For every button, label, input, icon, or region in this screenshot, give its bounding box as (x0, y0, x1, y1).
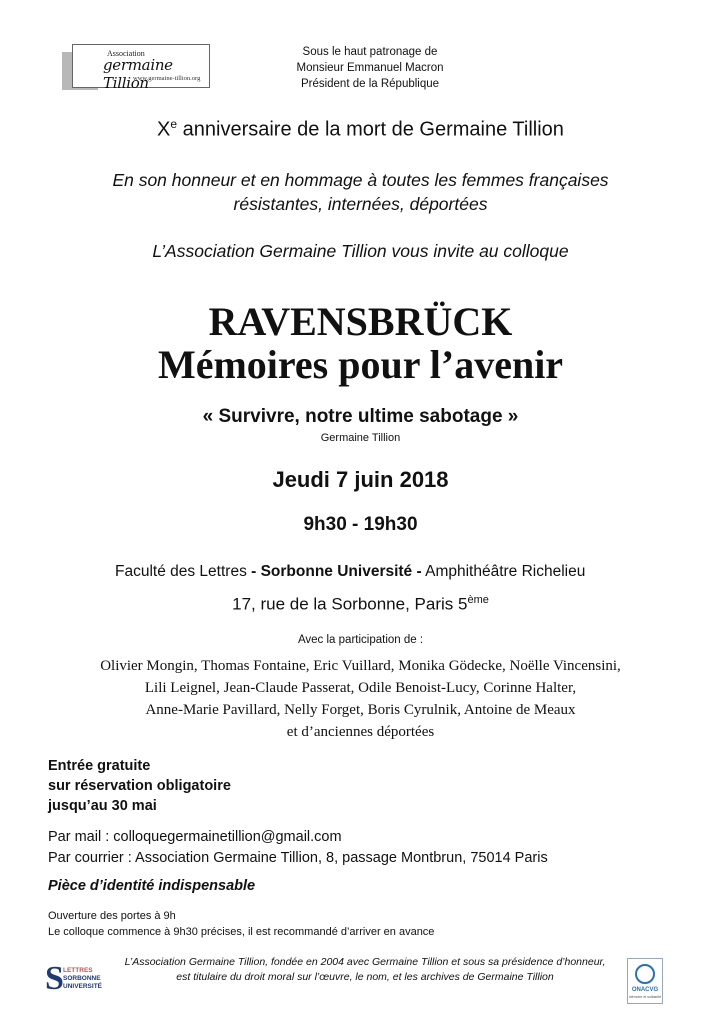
venue-part3: Amphithéâtre Richelieu (421, 563, 586, 580)
venue-part1: Faculté des Lettres (115, 563, 252, 580)
address-sup: ème (467, 594, 489, 606)
entry-info (48, 756, 231, 816)
mail-address[interactable]: colloquegermainetillion@gmail.com (113, 829, 342, 845)
event-date: Jeudi 7 juin 2018 (272, 467, 449, 492)
anniversary-heading (0, 117, 721, 142)
footer-note (105, 955, 625, 985)
contact-mail-line (48, 827, 548, 848)
hommage-line1: En son honneur et en hommage à toutes les femmes françaises (112, 170, 609, 190)
main-title-line2: Mémoires pour l’avenir (157, 342, 564, 387)
onacvg-text: ONACVG (631, 987, 659, 993)
logo-assoc-label: Association (107, 49, 145, 58)
participants-line: et d’anciennes déportées (286, 724, 435, 740)
participation-label: Avec la participation de : (297, 634, 424, 646)
invitation-line: L’Association Germaine Tillion vous invite au colloque (152, 241, 569, 261)
sorbonne-line2: SORBONNE (63, 975, 101, 982)
participants-list (0, 655, 721, 743)
opening-line1: Ouverture des portes à 9h (48, 910, 176, 922)
hommage-block (0, 168, 721, 216)
patronage-line2: Monsieur Emmanuel Macron (296, 62, 444, 74)
participants-line: Lili Leignel, Jean-Claude Passerat, Odile Benoist-Lucy, Corinne Halter, (144, 680, 577, 696)
patronage-line3: Président de la République (300, 78, 440, 90)
sorbonne-s-icon: S (45, 960, 64, 997)
hommage-line2: résistantes, internées, déportées (233, 194, 488, 214)
mail-label: Par mail : (48, 829, 114, 845)
event-hours: 9h30 - 19h30 (303, 514, 418, 535)
participants-line: Olivier Mongin, Thomas Fontaine, Eric Vuillard, Monika Gödecke, Noëlle Vincensini, (100, 658, 621, 674)
footer-line1: L’Association Germaine Tillion, fondée en 2004 avec Germaine Tillion et sous sa présidence d’honneur, (124, 956, 606, 968)
onacvg-logo (627, 958, 663, 1004)
participants-line: Anne-Marie Pavillard, Nelly Forget, Boris Cyrulnik, Antoine de Meaux (145, 702, 576, 718)
logo-signature: germaine Tillion (103, 56, 173, 92)
id-required-note: Pièce d’identité indispensable (48, 878, 256, 894)
heading-rest: anniversaire de la mort de Germaine Tillion (177, 118, 564, 141)
venue-university: - Sorbonne Université - (251, 563, 422, 580)
heading-sup: e (170, 117, 178, 131)
sorbonne-line3: UNIVERSITÉ (63, 983, 103, 990)
heading-prefix: X (157, 118, 171, 141)
patronage-block (220, 44, 520, 92)
quote-text: « Survivre, notre ultime sabotage » (202, 406, 519, 427)
association-logo (62, 44, 210, 90)
main-title-line1: RAVENSBRÜCK (208, 299, 513, 344)
logo-url: www.germaine-tillion.org (133, 75, 201, 82)
logo-frame (72, 44, 210, 92)
sorbonne-line1: LETTRES (63, 967, 93, 974)
patronage-line1: Sous le haut patronage de (302, 46, 438, 58)
quote-author: Germaine Tillion (320, 432, 401, 444)
opening-line2: Le colloque commence à 9h30 précises, il est recommandé d’arriver en avance (48, 926, 435, 938)
onacvg-emblem-icon (635, 964, 655, 984)
onacvg-sub: mémoire et solidarité (628, 995, 662, 999)
entry-line1: Entrée gratuite (48, 758, 151, 774)
opening-info (48, 908, 434, 940)
entry-line2: sur réservation obligatoire (48, 778, 231, 794)
contact-courrier-line: Par courrier : Association Germaine Tillion, 8, passage Montbrun, 75014 Paris (48, 850, 548, 866)
footer-line2: est titulaire du droit moral sur l’œuvre, le nom, et les archives de Germaine Tillion (176, 971, 554, 983)
venue-line (115, 563, 585, 581)
entry-line3: jusqu’au 30 mai (48, 798, 157, 814)
venue-address (0, 594, 721, 615)
sorbonne-logo-text (63, 967, 102, 991)
address-text: 17, rue de la Sorbonne, Paris 5 (232, 594, 468, 614)
contact-block (48, 827, 548, 869)
